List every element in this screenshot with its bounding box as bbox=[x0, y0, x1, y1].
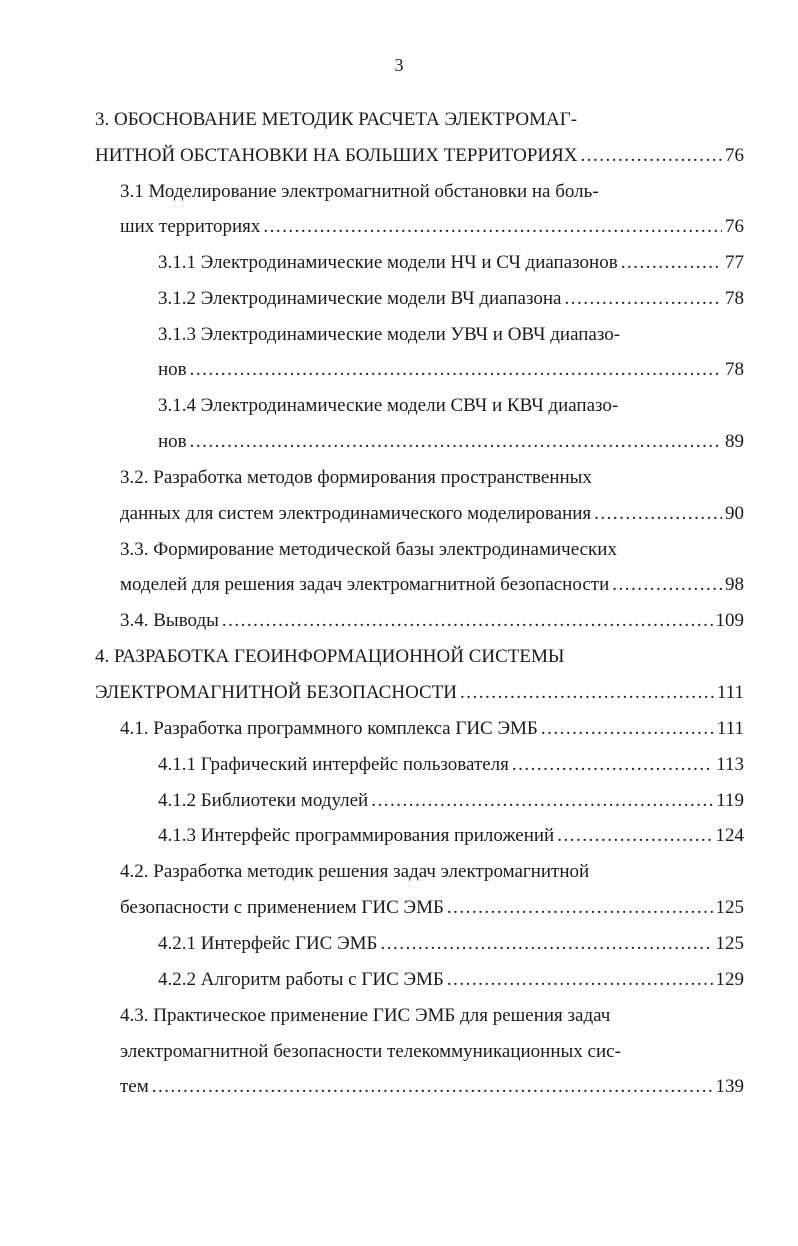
toc-page: 113 bbox=[716, 754, 744, 775]
toc-page: 124 bbox=[715, 825, 744, 846]
toc-text: НИТНОЙ ОБСТАНОВКИ НА БОЛЬШИХ ТЕРРИТОРИЯХ bbox=[95, 145, 578, 166]
toc-page: 109 bbox=[715, 610, 744, 631]
leader-dots bbox=[564, 285, 722, 313]
toc-page: 125 bbox=[715, 933, 744, 954]
toc-page: 90 bbox=[725, 503, 744, 524]
toc-entry-3-2-cont bbox=[120, 500, 744, 528]
toc-entry-4-title bbox=[95, 643, 564, 671]
toc-entry-3-1 bbox=[120, 178, 599, 206]
leader-dots bbox=[263, 213, 722, 241]
toc-entry-3-4 bbox=[120, 607, 744, 635]
toc-text: электромагнитной безопасности телекоммуникационных сис- bbox=[120, 1041, 621, 1062]
toc-entry-4-1-3 bbox=[158, 822, 744, 850]
toc-entry-4-1-2 bbox=[158, 787, 744, 815]
toc-page: 119 bbox=[716, 790, 744, 811]
toc-page: 98 bbox=[725, 574, 744, 595]
toc-text: тем bbox=[120, 1076, 149, 1097]
toc-entry-4-1 bbox=[120, 715, 744, 743]
toc-text: 4.1. Разработка программного комплекса ГИС ЭМБ bbox=[120, 718, 538, 739]
leader-dots bbox=[581, 142, 722, 170]
toc-page: 125 bbox=[715, 897, 744, 918]
toc-text: 3. ОБОСНОВАНИЕ МЕТОДИК РАСЧЕТА ЭЛЕКТРОМАГ- bbox=[95, 109, 578, 130]
toc-page: 129 bbox=[715, 969, 744, 990]
toc-page: 76 bbox=[725, 216, 744, 237]
toc-entry-3-1-cont bbox=[120, 213, 744, 241]
toc-entry-4-2 bbox=[120, 858, 589, 886]
toc-entry-4-3-cont bbox=[120, 1038, 621, 1066]
leader-dots bbox=[512, 751, 713, 779]
page-number: 3 bbox=[394, 55, 404, 75]
toc-text: нов bbox=[158, 359, 187, 380]
toc-text: 3.1.2 Электродинамические модели ВЧ диапазона bbox=[158, 288, 562, 309]
leader-dots bbox=[621, 249, 722, 277]
toc-entry-3-1-1 bbox=[158, 249, 744, 277]
toc-text: 4.2.1 Интерфейс ГИС ЭМБ bbox=[158, 933, 378, 954]
leader-dots bbox=[371, 787, 713, 815]
toc-entry-3-1-4-cont bbox=[158, 428, 744, 456]
toc-entry-4-1-1 bbox=[158, 751, 744, 779]
toc-entry-3-3-cont bbox=[120, 571, 744, 599]
toc-text: 4.1.3 Интерфейс программирования приложений bbox=[158, 825, 555, 846]
leader-dots bbox=[190, 356, 722, 384]
toc-entry-4-2-2 bbox=[158, 966, 744, 994]
leader-dots bbox=[190, 428, 722, 456]
toc-entry-3-1-4 bbox=[158, 392, 618, 420]
toc-text: 4.2. Разработка методик решения задач электромагнитной bbox=[120, 861, 590, 882]
toc-entry-4-2-cont bbox=[120, 894, 744, 922]
toc-page: 78 bbox=[725, 288, 744, 309]
leader-dots bbox=[460, 679, 714, 707]
leader-dots bbox=[447, 966, 713, 994]
toc-entry-3-title bbox=[95, 106, 577, 134]
toc-page: 78 bbox=[725, 359, 744, 380]
toc-entry-4-2-1 bbox=[158, 930, 744, 958]
toc-text: 4.2.2 Алгоритм работы с ГИС ЭМБ bbox=[158, 969, 444, 990]
toc-text: нов bbox=[158, 431, 187, 452]
toc-text: 3.1.3 Электродинамические модели УВЧ и ОВЧ диапазо- bbox=[158, 324, 621, 345]
toc-text: 4.1.2 Библиотеки модулей bbox=[158, 790, 369, 811]
toc-text: 3.3. Формирование методической базы электродинамических bbox=[120, 539, 617, 560]
toc-text: 4. РАЗРАБОТКА ГЕОИНФОРМАЦИОННОЙ СИСТЕМЫ bbox=[95, 646, 565, 667]
toc-text: ших территориях bbox=[120, 216, 261, 237]
toc-page: 77 bbox=[725, 252, 744, 273]
toc-text: ЭЛЕКТРОМАГНИТНОЙ БЕЗОПАСНОСТИ bbox=[95, 682, 458, 703]
toc-entry-3-1-3-cont bbox=[158, 356, 744, 384]
toc-text: 3.4. Выводы bbox=[120, 610, 219, 631]
toc-text: 3.2. Разработка методов формирования пространственных bbox=[120, 467, 592, 488]
toc-page: 111 bbox=[716, 682, 744, 703]
leader-dots bbox=[222, 607, 713, 635]
leader-dots bbox=[447, 894, 713, 922]
toc-text: 3.1 Моделирование электромагнитной обстановки на боль- bbox=[120, 181, 599, 202]
toc-page: 111 bbox=[716, 718, 744, 739]
leader-dots bbox=[541, 715, 714, 743]
leader-dots bbox=[594, 500, 722, 528]
leader-dots bbox=[380, 930, 712, 958]
toc-text: 3.1.1 Электродинамические модели НЧ и СЧ диапазонов bbox=[158, 252, 618, 273]
toc-page: 76 bbox=[725, 145, 744, 166]
toc-text: безопасности с применением ГИС ЭМБ bbox=[120, 897, 444, 918]
toc-text: данных для систем электродинамического моделирования bbox=[120, 503, 592, 524]
toc-entry-3-3 bbox=[120, 536, 617, 564]
toc-entry-4-3 bbox=[120, 1002, 610, 1030]
leader-dots bbox=[612, 571, 722, 599]
toc-text: моделей для решения задач электромагнитной безопасности bbox=[120, 574, 610, 595]
toc-entry-3-title-cont bbox=[95, 142, 744, 170]
toc-entry-3-2 bbox=[120, 464, 592, 492]
toc-text: 3.1.4 Электродинамические модели СВЧ и КВЧ диапазо- bbox=[158, 395, 619, 416]
toc-page: 89 bbox=[725, 431, 744, 452]
leader-dots bbox=[152, 1073, 713, 1101]
toc-page: 139 bbox=[715, 1076, 744, 1097]
toc-entry-3-1-3 bbox=[158, 321, 620, 349]
toc-text: 4.3. Практическое применение ГИС ЭМБ для решения задач bbox=[120, 1005, 611, 1026]
toc-entry-3-1-2 bbox=[158, 285, 744, 313]
toc-entry-4-3-end bbox=[120, 1073, 744, 1101]
toc-entry-4-title-cont bbox=[95, 679, 744, 707]
leader-dots bbox=[557, 822, 712, 850]
toc-text: 4.1.1 Графический интерфейс пользователя bbox=[158, 754, 509, 775]
